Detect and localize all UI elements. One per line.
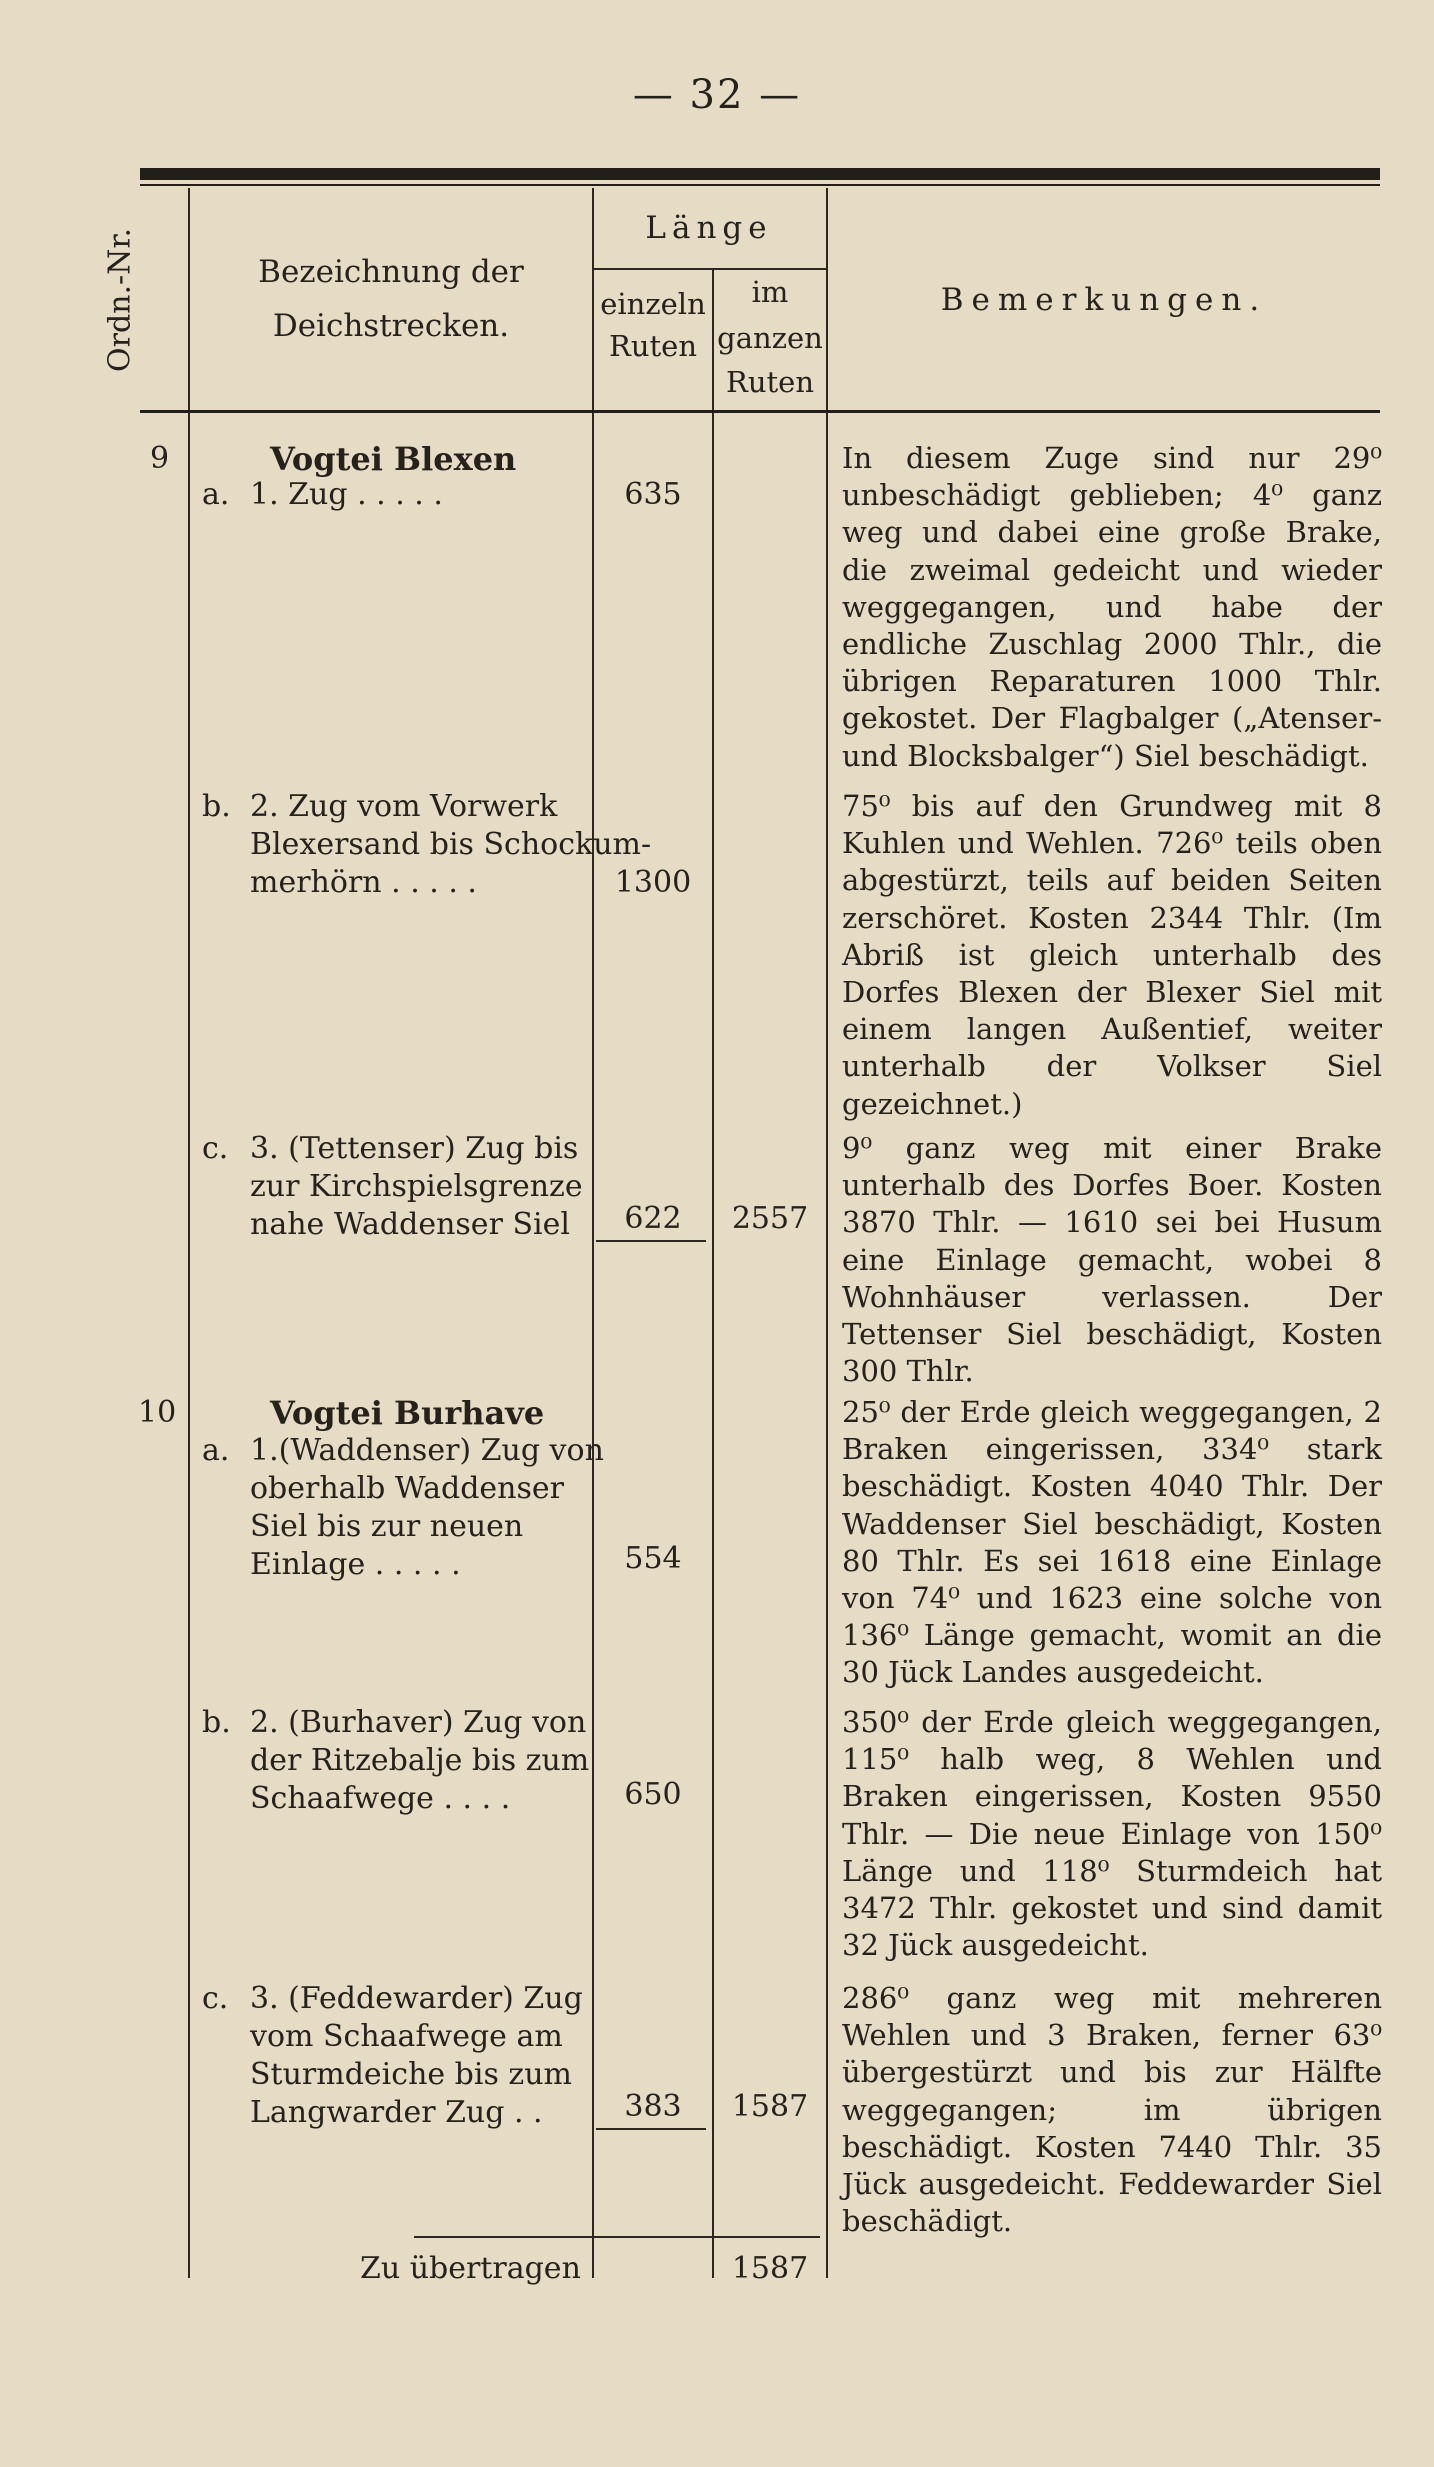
entry-designation: merhörn . . . . .	[250, 865, 477, 900]
section-number: 10	[138, 1395, 177, 1430]
entry-letter: c.	[202, 1131, 229, 1166]
entry-designation: 2. (Burhaver) Zug von	[250, 1705, 587, 1740]
entry-designation: zur Kirchspielsgrenze	[250, 1169, 583, 1204]
column-line-4	[826, 188, 828, 2278]
entry-designation: Sturmdeiche bis zum	[250, 2057, 572, 2092]
entry-designation: 1.(Waddenser) Zug von	[250, 1433, 604, 1468]
section-number: 9	[150, 441, 170, 476]
top-rule-thick	[140, 168, 1380, 180]
entry-designation: nahe Waddenser Siel	[250, 1207, 570, 1242]
entry-designation: der Ritzebalje bis zum	[250, 1743, 590, 1778]
header-rule	[140, 410, 1380, 413]
entry-length-single: 622	[624, 1201, 682, 1236]
header-total-3: Ruten	[725, 365, 814, 399]
entry-remark: 25⁰ der Erde gleich weggegangen, 2 Braken eingerissen, 334⁰ stark beschädigt. Kosten 4040 Thlr. Der Waddenser Siel beschädigt, Kosten 80 Thlr. Es sei 1618 eine Einlage von 74⁰ und 1623 eine solche von 136⁰ Länge gemacht, womit an die 30 Jück Landes ausgedeicht.	[842, 1395, 1382, 1690]
entry-remark: In diesem Zuge sind nur 29⁰ unbeschädigt geblieben; 4⁰ ganz weg und dabei eine große Brake, die zweimal gedeicht und wieder weggegangen, und habe der endliche Zuschlag 2000 Thlr., die übrigen Reparaturen 1000 Thlr. gekostet. Der Flagbalger („Atenser- und Blocksbalger“) Siel beschädigt.	[842, 441, 1382, 773]
header-designation-1: Bezeichnung der	[258, 254, 524, 290]
carry-forward-label: Zu übertragen	[360, 2251, 581, 2286]
entry-designation: 3. (Tettenser) Zug bis	[250, 1131, 579, 1166]
entry-length-total: 2557	[731, 1201, 809, 1236]
header-total-2: ganzen	[717, 321, 823, 355]
entry-remark: 286⁰ ganz weg mit mehreren Wehlen und 3 Braken, ferner 63⁰ übergestürzt und bis zur Hälfte weggegangen; im übrigen beschädigt. Kosten 7440 Thlr. 35 Jück ausgedeicht. Feddewarder Siel beschädigt.	[842, 1981, 1382, 2239]
header-total-1: im	[751, 275, 789, 309]
header-single-2: Ruten	[608, 329, 697, 363]
entry-length-single: 635	[624, 477, 682, 512]
sum-rule	[596, 2128, 706, 2130]
sum-rule	[596, 1240, 706, 1242]
carry-rule	[414, 2236, 820, 2238]
column-line-1	[188, 188, 190, 2278]
carry-forward-total: 1587	[731, 2251, 809, 2286]
entry-remark: 9⁰ ganz weg mit einer Brake unterhalb des Dorfes Boer. Kosten 3870 Thlr. — 1610 sei bei Husum eine Einlage gemacht, wobei 8 Wohnhäuser verlassen. Der Tettenser Siel beschädigt, Kosten 300 Thlr.	[842, 1131, 1382, 1389]
column-line-3	[712, 268, 714, 2278]
entry-length-single: 1300	[614, 865, 692, 900]
entry-designation: Siel bis zur neuen	[250, 1509, 524, 1544]
entry-designation: oberhalb Waddenser	[250, 1471, 564, 1506]
header-remarks: Bemerkungen.	[940, 282, 1268, 318]
header-ordn-nr: Ordn.-Nr.	[102, 228, 138, 372]
entry-letter: a.	[202, 1433, 230, 1468]
section-title: Vogtei Burhave	[270, 1394, 545, 1432]
entry-length-single: 650	[624, 1777, 682, 1812]
entry-length-total: 1587	[731, 2089, 809, 2124]
entry-designation: Einlage . . . . .	[250, 1547, 461, 1582]
entry-designation: Langwarder Zug . .	[250, 2095, 543, 2130]
entry-letter: b.	[202, 789, 231, 824]
top-rule-thin	[140, 184, 1380, 186]
entry-letter: c.	[202, 1981, 229, 2016]
entry-designation: 2. Zug vom Vorwerk	[250, 789, 558, 824]
header-single-1: einzeln	[600, 287, 706, 321]
entry-designation: 3. (Feddewarder) Zug	[250, 1981, 583, 2016]
entry-remark: 350⁰ der Erde gleich weggegangen, 115⁰ halb weg, 8 Wehlen und Braken eingerissen, Kosten 9550 Thlr. — Die neue Einlage von 150⁰ Länge und 118⁰ Sturmdeich hat 3472 Thlr. gekostet und sind damit 32 Jück ausgedeicht.	[842, 1705, 1382, 1963]
section-title: Vogtei Blexen	[270, 440, 517, 478]
length-header-rule	[592, 268, 826, 270]
entry-designation: Schaafwege . . . .	[250, 1781, 511, 1816]
entry-length-single: 383	[624, 2089, 682, 2124]
header-designation-2: Deichstrecken.	[272, 308, 510, 344]
entry-letter: a.	[202, 477, 230, 512]
entry-length-single: 554	[624, 1541, 682, 1576]
entry-letter: b.	[202, 1705, 231, 1740]
page-number: — 32 —	[632, 72, 802, 118]
entry-designation: vom Schaafwege am	[250, 2019, 563, 2054]
header-length: Länge	[645, 210, 773, 246]
entry-designation: Blexersand bis Schockum-	[250, 827, 652, 862]
entry-remark: 75⁰ bis auf den Grundweg mit 8 Kuhlen und Wehlen. 726⁰ teils oben abgestürzt, teils auf beiden Seiten zerschöret. Kosten 2344 Thlr. (Im Abriß ist gleich unterhalb des Dorfes Blexen der Blexer Siel mit einem langen Außentief, weiter unterhalb der Volkser Siel gezeichnet.)	[842, 789, 1382, 1121]
entry-designation: 1. Zug . . . . .	[250, 477, 443, 512]
